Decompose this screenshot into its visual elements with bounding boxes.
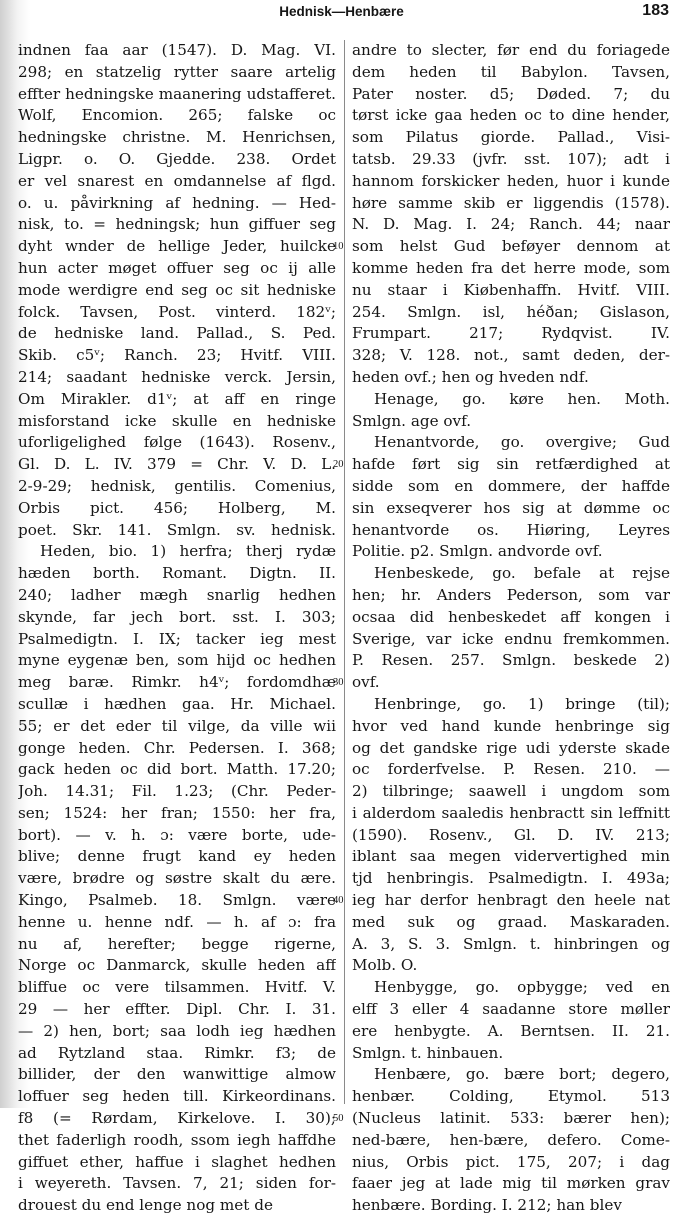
- text-line: Sverige, var icke endnu fremkommen.: [352, 629, 670, 648]
- text-line: mode werdigre end seg oc sit hedniske: [18, 280, 336, 299]
- text-line: sidde som en dommere, der haffde: [352, 476, 670, 495]
- text-line: (1590). Rosenv., Gl. D. IV. 213;: [352, 825, 670, 844]
- text-line: P. Resen. 257. Smlgn. beskede 2): [352, 651, 670, 670]
- text-line: Molb. O.: [352, 956, 418, 975]
- text-line: uforligelighed følge (1643). Rosenv.,: [18, 433, 336, 452]
- text-line: faaer jeg at lade mig til mørken grav: [352, 1174, 670, 1193]
- text-line: komme heden fra det herre mode, som: [352, 258, 670, 277]
- text-line: Heden, bio. 1) herfra; therj rydæ: [40, 542, 336, 561]
- text-line: (Nucleus latinit. 533: bærer hen);: [352, 1109, 670, 1128]
- text-line: hedningske christne. M. Henrichsen,: [18, 128, 336, 147]
- text-line: hafde ført sig sin retfærdighed at: [352, 455, 670, 474]
- text-line: oc forderfvelse. P. Resen. 210. —: [352, 760, 670, 779]
- text-line: de hedniske land. Pallad., S. Ped.: [18, 324, 336, 343]
- text-line: Henbringe, go. 1) bringe (til);: [374, 694, 670, 713]
- text-line: Politie. p2. Smlgn. andvorde ovf.: [352, 542, 603, 561]
- text-line: tatsb. 29.33 (jvfr. sst. 107); adt i: [352, 149, 670, 168]
- text-line: Joh. 14.31; Fil. 1.23; (Chr. Peder-: [18, 782, 336, 801]
- text-line: Henbeskede, go. befale at rejse: [374, 564, 670, 583]
- text-line: meg baræ. Rimkr. h4ᵛ; fordomdhæ: [18, 673, 336, 692]
- text-line: 254. Smlgn. isl, héðan; Gislason,: [352, 302, 670, 321]
- text-line: med suk og graad. Maskaraden.: [352, 912, 670, 931]
- text-line: heden ovf.; hen og hveden ndf.: [352, 367, 589, 386]
- text-line: ad Rytzland staa. Rimkr. f3; de: [18, 1043, 336, 1062]
- text-line: drouest du end lenge nog met de: [18, 1196, 273, 1215]
- text-line: Norge oc Danmarck, skulle heden aff: [18, 956, 336, 975]
- text-line: indnen faa aar (1547). D. Mag. VI.: [18, 41, 336, 59]
- text-line: Skib. c5ᵛ; Ranch. 23; Hvitf. VIII.: [18, 346, 336, 365]
- text-line: — 2) hen, bort; saa lodh ieg hædhen: [18, 1021, 336, 1040]
- text-line: 2) tilbringe; saawell i ungdom som: [352, 782, 670, 801]
- page-number: 183: [642, 2, 669, 19]
- text-line: hannom forskicker heden, huor i kunde: [352, 171, 670, 190]
- text-line: N. D. Mag. I. 24; Ranch. 44; naar: [352, 215, 670, 234]
- text-line: folck. Tavsen, Post. vinterd. 182ᵛ;: [18, 302, 336, 321]
- text-line: som helst Gud beføyer dennom at: [352, 237, 670, 256]
- text-line: henbære. Bording. I. 212; han blev: [352, 1196, 622, 1215]
- text-line: ieg har derfor henbragt den heele nat: [352, 891, 670, 910]
- text-line: ned-bære, hen-bære, defero. Come-: [352, 1130, 670, 1149]
- text-line: nius, Orbis pict. 175, 207; i dag: [352, 1152, 670, 1171]
- text-line: misforstand icke skulle en hedniske: [18, 411, 336, 430]
- text-line: Frumpart. 217; Rydqvist. IV.: [352, 324, 670, 343]
- text-line: effter hedningske maanering udstafferet.: [18, 84, 336, 103]
- text-line: billider, der den wanwittige almow: [18, 1065, 336, 1084]
- text-line: giffuet ether, haffue i slaghet hedhen: [18, 1152, 336, 1171]
- right-column: [352, 40, 670, 1217]
- text-line: hun acter møget offuer seg oc ij alle: [18, 258, 336, 277]
- text-line: og det gandske rige udi yderste skade: [352, 738, 670, 757]
- line-number: 40: [333, 895, 344, 907]
- text-line: være, brødre og søstre skalt du ære.: [18, 869, 336, 888]
- text-line: i weyereth. Tavsen. 7, 21; siden for-: [18, 1174, 336, 1193]
- text-line: Kingo, Psalmeb. 18. Smlgn. være: [18, 891, 336, 910]
- text-line: 240; ladher mægh snarlig hedhen: [18, 585, 336, 604]
- text-line: f8 (= Rørdam, Kirkelove. I. 30);: [18, 1109, 336, 1128]
- text-line: Smlgn. t. hinbauen.: [352, 1043, 504, 1062]
- text-line: som Pilatus giorde. Pallad., Visi-: [352, 128, 670, 147]
- text-line: hæden borth. Romant. Digtn. II.: [18, 564, 336, 583]
- line-number: 50: [333, 1113, 344, 1125]
- text-line: gack heden oc did bort. Matth. 17.20;: [18, 760, 336, 779]
- page-header: [0, 0, 683, 28]
- text-line: skynde, far jech bort. sst. I. 303;: [18, 607, 336, 626]
- text-line: Pater noster. d5; Døded. 7; du: [352, 84, 670, 103]
- text-line: tørst icke gaa heden oc to dine hender,: [352, 106, 670, 125]
- text-line: hen; hr. Anders Pederson, som var: [352, 585, 670, 604]
- text-line: Psalmedigtn. I. IX; tacker ieg mest: [18, 629, 336, 648]
- text-line: ocsaa did henbeskedet aff kongen i: [352, 607, 670, 626]
- text-line: bort). — v. h. ɔ: være borte, ude-: [18, 825, 336, 844]
- text-line: loffuer seg heden till. Kirkeordinans.: [18, 1087, 336, 1106]
- text-line: nisk, to. = hedningsk; hun giffuer seg: [18, 215, 336, 234]
- text-line: gonge heden. Chr. Pedersen. I. 368;: [18, 738, 336, 757]
- text-line: scullæ i hædhen gaa. Hr. Michael.: [18, 694, 336, 713]
- text-line: i alderdom saaledis henbractt sin leffnitt: [352, 803, 670, 822]
- text-line: ovf.: [352, 673, 380, 692]
- text-line: Om Mirakler. d1ᵛ; at aff en ringe: [18, 389, 336, 408]
- text-line: o. u. påvirkning af hedning. — Hed-: [18, 193, 336, 212]
- text-line: 328; V. 128. not., samt deden, der-: [352, 346, 670, 365]
- line-number: 20: [333, 459, 344, 471]
- text-line: dem heden til Babylon. Tavsen,: [352, 62, 670, 81]
- text-line: Ligpr. o. O. Gjedde. 238. Ordet: [18, 149, 336, 168]
- text-line: nu staar i Kiøbenhaffn. Hvitf. VIII.: [352, 280, 670, 299]
- text-line: sen; 1524: her fran; 1550: her fra,: [18, 803, 336, 822]
- text-line: A. 3, S. 3. Smlgn. t. hinbringen og: [352, 934, 670, 953]
- text-line: dyht wnder de hellige Jeder, huilcke: [18, 237, 336, 256]
- text-line: Wolf, Encomion. 265; falske oc: [18, 106, 336, 125]
- text-line: sin exseqverer hos sig at dømme oc: [352, 498, 670, 517]
- text-line: høre samme skib er liggendis (1578).: [352, 193, 670, 212]
- left-column: [18, 40, 336, 1217]
- text-line: thet faderligh roodh, ssom iegh haffdhe: [18, 1130, 336, 1149]
- text-line: nu af, herefter; begge rigerne,: [18, 934, 336, 953]
- text-line: Henantvorde, go. overgive; Gud: [374, 433, 670, 452]
- text-line: Henbygge, go. opbygge; ved en: [374, 978, 670, 997]
- running-head: Hednisk—Henbære: [279, 4, 404, 19]
- text-line: 29 — her effter. Dipl. Chr. I. 31.: [18, 1000, 336, 1019]
- text-line: Henage, go. køre hen. Moth.: [374, 389, 670, 408]
- text-line: henantvorde os. Hiøring, Leyres: [352, 520, 670, 539]
- text-line: 55; er det eder til vilge, da ville wii: [18, 716, 336, 735]
- text-line: tjd henbringis. Psalmedigtn. I. 493a;: [352, 869, 670, 888]
- text-line: Gl. D. L. IV. 379 = Chr. V. D. L.: [18, 455, 336, 474]
- text-line: Smlgn. age ovf.: [352, 411, 472, 430]
- text-line: myne eygenæ ben, som hijd oc hedhen: [18, 651, 336, 670]
- text-line: 298; en statzelig rytter saare artelig: [18, 62, 336, 81]
- text-line: andre to slecter, før end du foriagede: [352, 41, 670, 59]
- text-line: poet. Skr. 141. Smlgn. sv. hednisk.: [18, 520, 336, 539]
- text-line: ere henbygte. A. Berntsen. II. 21.: [352, 1021, 670, 1040]
- text-line: 214; saadant hedniske verck. Jersin,: [18, 367, 336, 386]
- text-line: bliffue oc vere tilsammen. Hvitf. V.: [18, 978, 336, 997]
- column-divider: [344, 40, 345, 1104]
- text-line: elff 3 eller 4 saadanne store møller: [352, 1000, 670, 1019]
- line-number: 10: [333, 241, 344, 253]
- text-line: Orbis pict. 456; Holberg, M.: [18, 498, 336, 517]
- text-line: er vel snarest en omdannelse af flgd.: [18, 171, 336, 190]
- text-line: iblant saa megen vidervertighed min: [352, 847, 670, 866]
- text-line: hvor ved hand kunde henbringe sig: [352, 716, 670, 735]
- text-line: 2-9-29; hednisk, gentilis. Comenius,: [18, 476, 336, 495]
- text-line: henne u. henne ndf. — h. af ɔ: fra: [18, 912, 336, 931]
- text-line: blive; denne frugt kand ey heden: [18, 847, 336, 866]
- text-line: henbær. Colding, Etymol. 513: [352, 1087, 670, 1106]
- text-line: Henbære, go. bære bort; degero,: [374, 1065, 670, 1084]
- line-number: 30: [333, 677, 344, 689]
